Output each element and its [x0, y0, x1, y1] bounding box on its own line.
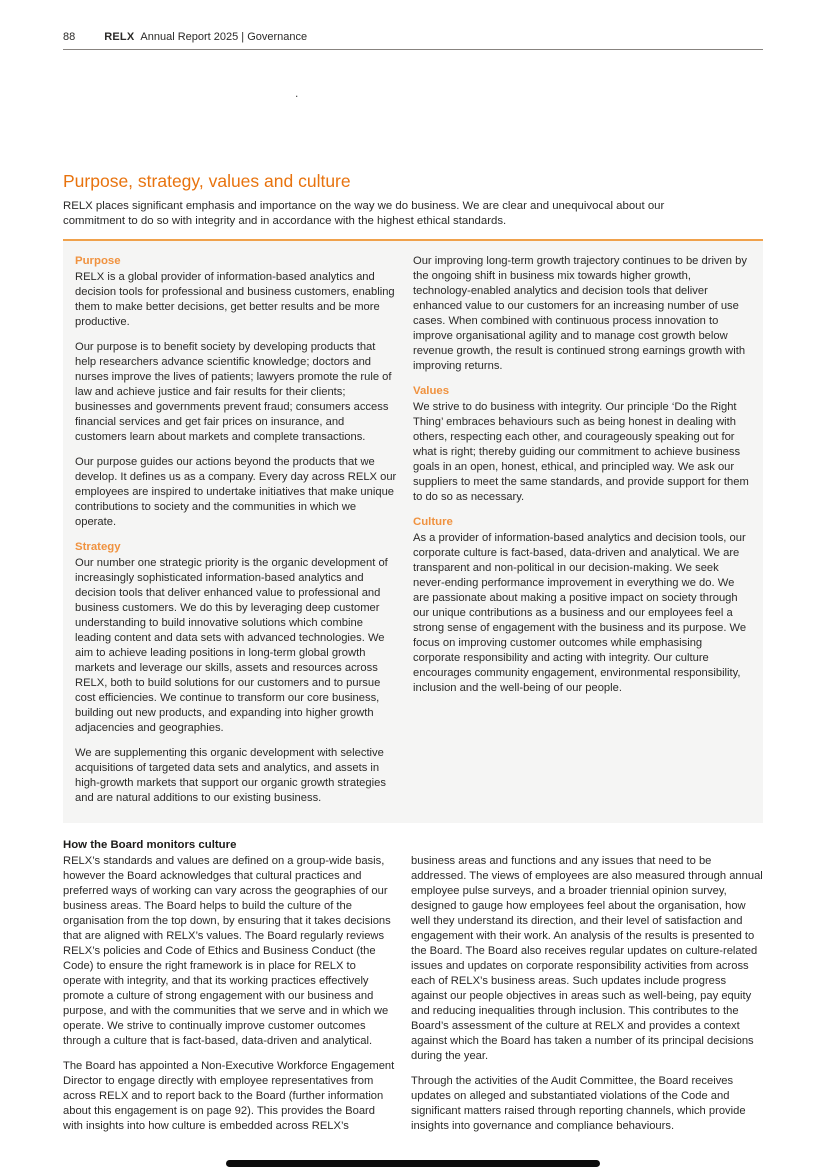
strategy-paragraph: We are supplementing this organic development with selective acquisitions of targeted data sets and analytics, and assets in high-growth markets that support our organic growth strategies and are natural additions to our existing business. [75, 747, 386, 804]
purpose-paragraph: Our purpose guides our actions beyond the products that we develop. It defines us as a company. Every day across RELX our employees are inspired to undertake initiatives that make unique contributions to society and the communities in which we operate. [75, 456, 397, 528]
brand-name: RELX [104, 31, 135, 43]
values-heading: Values [413, 385, 450, 397]
board-right-column [411, 854, 763, 1134]
growth-paragraph: Our improving long-term growth trajectory continues to be driven by the ongoing shift in business mix towards higher growth, technology-enabled analytics and decision tools that deliver enhanced value to our customers for an increasing number of use cases. When combined with continuous process innovation to improve organisational agility and to manage cost growth below revenue growth, the result is continued strong earnings growth with improving returns. [413, 255, 747, 372]
board-monitors-culture-section [63, 838, 763, 1134]
purpose-strategy-panel [63, 239, 763, 823]
values-paragraph: We strive to do business with integrity. Our principle ‘Do the Right Thing’ embraces behaviours such as being honest in dealing with others, respecting each other, and courageously speaking out for what is right; thereby guiding our commitment to achieve business goals in an open, honest, ethical, and principled way. We ask our suppliers to meet the same standards, and provide support for them to do so as necessary. [413, 401, 749, 503]
header-title: Annual Report 2025 | Governance [140, 31, 308, 43]
bottom-bar [226, 1160, 600, 1167]
header-rule [63, 49, 763, 50]
board-paragraph: The Board has appointed a Non-Executive Workforce Engagement Director to engage directly with employee representatives from across RELX and to report back to the Board (further information about this engagement is on page 92). This provides the Board with insights into how culture is embedded across RELX’s [63, 1060, 395, 1132]
board-paragraph: business areas and functions and any issues that need to be addressed. The views of employees are also measured through annual employee pulse surveys, and a broader triennial opinion survey, designed to gauge how employees feel about the organisation, how well they understand its direction, and their level of satisfaction and engagement with their work. An analysis of the results is presented to the Board. The Board also receives regular updates on culture-related issues and updates on corporate responsibility activities from across each of RELX’s business areas. Such updates include progress against our people objectives in areas such as well-being, pay equity and reducing inequalities through inclusion. This contributes to the Board’s assessment of the culture at RELX and provides a context against which the Board has taken a number of its principal decisions during the year. [411, 855, 763, 1062]
culture-heading: Culture [413, 516, 453, 528]
board-paragraph: Through the activities of the Audit Committee, the Board receives updates on alleged and substantiated violations of the Code and significant matters raised through reporting channels, which provide insights into governance and compliance behaviours. [411, 1075, 746, 1132]
board-columns [63, 854, 763, 1134]
strategy-paragraph: Our number one strategic priority is the organic development of increasingly sophisticated information-based analytics and decision tools that deliver enhanced value to professional and business customers. We do this by leveraging deep customer understanding to build innovative solutions which combine leading content and data sets with advanced technologies. We aim to achieve leading positions in long-term global growth markets and leverage our skills, assets and resources across RELX, both to build solutions for our customers and to pursue cost efficiencies. We continue to transform our core business, building out new products, and expanding into higher growth adjacencies and geographies. [75, 557, 388, 734]
purpose-heading: Purpose [75, 255, 121, 267]
section-title: Purpose, strategy, values and culture [63, 171, 351, 191]
purpose-paragraph: Our purpose is to benefit society by developing products that help researchers advance scientific knowledge; doctors and nurses improve the lives of patients; lawyers promote the rule of law and achieve justice and fair results for their clients; businesses and governments prevent fraud; consumers access financial services and get fair prices on insurance, and customers learn about markets and complete transactions. [75, 341, 392, 443]
page-header [63, 0, 763, 43]
stray-mark: . [295, 86, 299, 100]
culture-paragraph: As a provider of information-based analytics and decision tools, our corporate culture is fact-based, data-driven and analytical. We are transparent and non-political in our decision-making. We seek never-ending performance improvement in everything we do. We are passionate about making a positive impact on society through our unique contributions as a business and our employees feel a strong sense of engagement with the business and its purpose. We focus on improving customer outcomes while emphasising corporate responsibility and acting with integrity. Our culture encourages community engagement, environmental responsibility, inclusion and the well-being of our people. [413, 532, 747, 694]
panel-left-column [75, 254, 397, 806]
board-paragraph: RELX’s standards and values are defined on a group-wide basis, however the Board acknowledges that cultural practices and preferred ways of working can vary across the geographies of our business areas. The Board helps to build the culture of the organisation from the top down, by ensuring that it takes decisions that are aligned with RELX’s values. The Board regularly reviews RELX’s policies and Code of Ethics and Business Conduct (the Code) to ensure the right framework is in place for RELX to operate with integrity, and that its working practices effectively promote a culture of strong engagement with our business and purpose, and with the communities that we serve and in which we operate. We strive to continually improve customer outcomes through a culture that is fact-based, data-driven and analytical. [63, 855, 391, 1047]
intro-text: RELX places significant emphasis and importance on the way we do business. We are clear and unequivocal about our commitment to do so with integrity and in accordance with the highest ethical standards. [63, 200, 665, 227]
board-section-heading: How the Board monitors culture [63, 839, 237, 851]
purpose-paragraph: RELX is a global provider of information-based analytics and decision tools for professional and business customers, enabling them to make better decisions, get better results and be more productive. [75, 271, 395, 328]
page-number: 88 [63, 31, 76, 43]
board-left-column [63, 854, 395, 1134]
strategy-heading: Strategy [75, 541, 121, 553]
panel-right-column [413, 254, 750, 806]
